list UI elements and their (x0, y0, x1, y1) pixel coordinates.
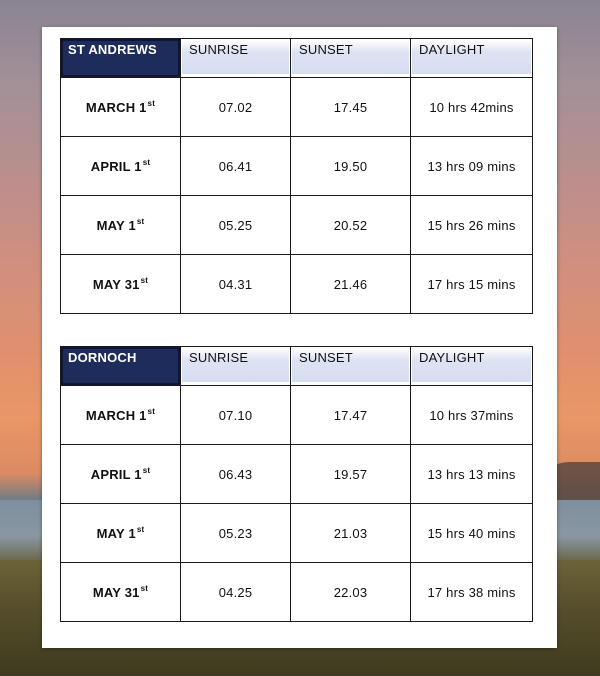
sunrise-cell: 07.10 (181, 386, 291, 445)
sunset-cell: 17.47 (291, 386, 411, 445)
sunrise-cell: 06.43 (181, 445, 291, 504)
sunrise-cell: 06.41 (181, 137, 291, 196)
date-suffix: st (136, 217, 145, 226)
column-header-daylight (411, 347, 533, 386)
schedule-sheet (42, 27, 557, 648)
daylight-cell: 15 hrs 40 mins (411, 504, 533, 563)
date-cell (61, 386, 181, 445)
column-label: SUNSET (292, 348, 409, 382)
table-row (61, 137, 533, 196)
daylight-cell: 17 hrs 15 mins (411, 255, 533, 314)
sunrise-cell: 05.23 (181, 504, 291, 563)
location-label: ST ANDREWS (68, 42, 157, 57)
table-row (61, 563, 533, 622)
column-label: DAYLIGHT (412, 348, 531, 382)
date-cell (61, 504, 181, 563)
date-suffix: st (140, 276, 149, 285)
date-suffix: st (147, 407, 156, 416)
table-row (61, 255, 533, 314)
table-header-row (61, 347, 533, 386)
date-text: MARCH 1 (85, 100, 147, 115)
location-header (61, 39, 181, 78)
table-row (61, 504, 533, 563)
daylight-cell: 10 hrs 42mins (411, 78, 533, 137)
date-text: MAY 1 (96, 218, 136, 233)
table-row (61, 78, 533, 137)
sunrise-cell: 04.31 (181, 255, 291, 314)
date-suffix: st (142, 158, 151, 167)
sunset-cell: 19.50 (291, 137, 411, 196)
sunset-cell: 17.45 (291, 78, 411, 137)
date-text: MAY 1 (96, 526, 136, 541)
sunset-cell: 21.46 (291, 255, 411, 314)
table-row (61, 196, 533, 255)
date-text: MAY 31 (92, 585, 140, 600)
date-text: MARCH 1 (85, 408, 147, 423)
column-header-daylight (411, 39, 533, 78)
date-cell (61, 137, 181, 196)
sunrise-cell: 05.25 (181, 196, 291, 255)
sunrise-cell: 07.02 (181, 78, 291, 137)
st-andrews-table (60, 38, 533, 314)
daylight-cell: 13 hrs 13 mins (411, 445, 533, 504)
column-header-sunrise (181, 347, 291, 386)
date-text: APRIL 1 (90, 467, 142, 482)
sunset-cell: 19.57 (291, 445, 411, 504)
column-label: SUNSET (292, 40, 409, 74)
column-label: SUNRISE (182, 348, 289, 382)
sunset-cell: 22.03 (291, 563, 411, 622)
date-text: MAY 31 (92, 277, 140, 292)
daylight-cell: 15 hrs 26 mins (411, 196, 533, 255)
date-cell (61, 445, 181, 504)
daylight-cell: 10 hrs 37mins (411, 386, 533, 445)
column-label: DAYLIGHT (412, 40, 531, 74)
table-row (61, 445, 533, 504)
date-cell (61, 196, 181, 255)
daylight-cell: 13 hrs 09 mins (411, 137, 533, 196)
table-row (61, 386, 533, 445)
location-header (61, 347, 181, 386)
column-header-sunset (291, 39, 411, 78)
date-suffix: st (140, 584, 149, 593)
sunrise-cell: 04.25 (181, 563, 291, 622)
column-header-sunrise (181, 39, 291, 78)
date-text: APRIL 1 (90, 159, 142, 174)
date-cell (61, 255, 181, 314)
sunset-cell: 21.03 (291, 504, 411, 563)
date-cell (61, 78, 181, 137)
column-header-sunset (291, 347, 411, 386)
location-label: DORNOCH (68, 350, 137, 365)
date-cell (61, 563, 181, 622)
table-header-row (61, 39, 533, 78)
daylight-cell: 17 hrs 38 mins (411, 563, 533, 622)
date-suffix: st (142, 466, 151, 475)
date-suffix: st (136, 525, 145, 534)
dornoch-table (60, 346, 533, 622)
column-label: SUNRISE (182, 40, 289, 74)
date-suffix: st (147, 99, 156, 108)
sunset-cell: 20.52 (291, 196, 411, 255)
